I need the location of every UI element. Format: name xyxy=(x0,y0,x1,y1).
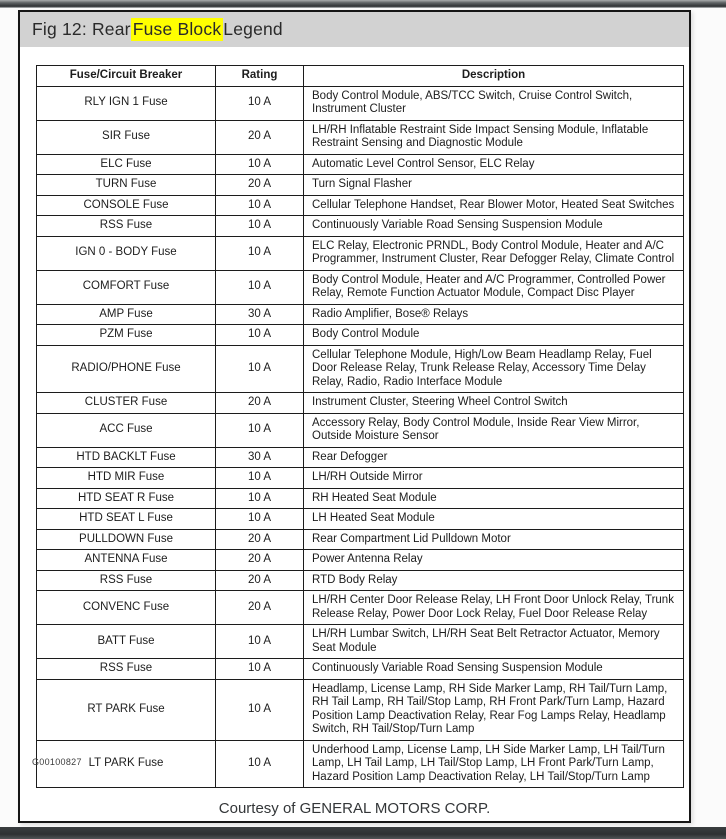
fuse-rating: 10 A xyxy=(216,345,304,393)
fuse-rating: 20 A xyxy=(216,591,304,625)
fuse-name: ANTENNA Fuse xyxy=(37,550,216,571)
fuse-description: Instrument Cluster, Steering Wheel Control Switch xyxy=(304,393,684,414)
table-row xyxy=(37,270,684,304)
fuse-rating: 10 A xyxy=(216,468,304,489)
fuse-name: BATT Fuse xyxy=(37,625,216,659)
fuse-name: RT PARK Fuse xyxy=(37,679,216,740)
fuse-name: PULLDOWN Fuse xyxy=(37,529,216,550)
fuse-table xyxy=(36,65,684,788)
table-row xyxy=(37,175,684,196)
table-row xyxy=(37,236,684,270)
window-top-bar xyxy=(0,0,726,8)
table-row xyxy=(37,529,684,550)
fuse-description: Radio Amplifier, Bose® Relays xyxy=(304,304,684,325)
fuse-description: Accessory Relay, Body Control Module, Inside Rear View Mirror, Outside Moisture Sensor xyxy=(304,413,684,447)
fuse-rating: 10 A xyxy=(216,413,304,447)
table-row xyxy=(37,304,684,325)
fuse-rating: 20 A xyxy=(216,120,304,154)
figure-id: G00100827 xyxy=(32,757,82,767)
table-row xyxy=(37,550,684,571)
table-row xyxy=(37,154,684,175)
col-header-rating: Rating xyxy=(216,66,304,87)
fuse-name: RSS Fuse xyxy=(37,659,216,680)
fuse-name: ELC Fuse xyxy=(37,154,216,175)
fuse-description: RH Heated Seat Module xyxy=(304,488,684,509)
table-row xyxy=(37,86,684,120)
fuse-rating: 10 A xyxy=(216,325,304,346)
table-row xyxy=(37,216,684,237)
fuse-rating: 20 A xyxy=(216,529,304,550)
fuse-name: HTD BACKLT Fuse xyxy=(37,447,216,468)
fuse-name: HTD SEAT R Fuse xyxy=(37,488,216,509)
table-row xyxy=(37,413,684,447)
fuse-rating: 10 A xyxy=(216,154,304,175)
document-page xyxy=(18,10,691,823)
fuse-description: LH/RH Outside Mirror xyxy=(304,468,684,489)
table-header-row xyxy=(37,66,684,87)
fuse-table-container xyxy=(36,65,684,788)
table-row xyxy=(37,591,684,625)
fuse-description: Automatic Level Control Sensor, ELC Relay xyxy=(304,154,684,175)
fuse-rating: 20 A xyxy=(216,570,304,591)
fuse-name: RSS Fuse xyxy=(37,570,216,591)
fuse-name: RLY IGN 1 Fuse xyxy=(37,86,216,120)
table-row xyxy=(37,468,684,489)
table-row xyxy=(37,195,684,216)
fuse-description: Underhood Lamp, License Lamp, LH Side Marker Lamp, LH Tail/Turn Lamp, LH Tail Lamp, LH Tail/Stop Lamp, LH Front Park/Turn Lamp, Hazard Position Lamp Deactivation Relay, LH Tail/Stop/Turn Lamp xyxy=(304,740,684,788)
fuse-rating: 10 A xyxy=(216,216,304,237)
table-row xyxy=(37,345,684,393)
col-header-fuse: Fuse/Circuit Breaker xyxy=(37,66,216,87)
fuse-description: LH Heated Seat Module xyxy=(304,509,684,530)
fuse-name: HTD MIR Fuse xyxy=(37,468,216,489)
fuse-description: Continuously Variable Road Sensing Suspension Module xyxy=(304,216,684,237)
table-row xyxy=(37,509,684,530)
window-bottom-bar xyxy=(0,827,726,839)
table-row xyxy=(37,447,684,468)
fuse-name: CONVENC Fuse xyxy=(37,591,216,625)
table-row xyxy=(37,659,684,680)
fuse-description: Rear Defogger xyxy=(304,447,684,468)
table-row xyxy=(37,393,684,414)
fuse-rating: 10 A xyxy=(216,509,304,530)
fuse-description: Turn Signal Flasher xyxy=(304,175,684,196)
fuse-name: COMFORT Fuse xyxy=(37,270,216,304)
fuse-description: LH/RH Inflatable Restraint Side Impact Sensing Module, Inflatable Restraint Sensing and Diagnostic Module xyxy=(304,120,684,154)
table-row xyxy=(37,740,684,788)
fuse-description: Rear Compartment Lid Pulldown Motor xyxy=(304,529,684,550)
figure-title-prefix: Fig 12: Rear xyxy=(32,19,131,39)
fuse-table-body xyxy=(37,86,684,788)
fuse-name: SIR Fuse xyxy=(37,120,216,154)
fuse-description: RTD Body Relay xyxy=(304,570,684,591)
fuse-rating: 10 A xyxy=(216,270,304,304)
courtesy-line: Courtesy of GENERAL MOTORS CORP. xyxy=(218,800,491,817)
fuse-name: LT PARK Fuse xyxy=(37,740,216,788)
fuse-name: HTD SEAT L Fuse xyxy=(37,509,216,530)
fuse-rating: 10 A xyxy=(216,195,304,216)
fuse-name: CONSOLE Fuse xyxy=(37,195,216,216)
table-row xyxy=(37,679,684,740)
fuse-description: LH/RH Lumbar Switch, LH/RH Seat Belt Retractor Actuator, Memory Seat Module xyxy=(304,625,684,659)
table-row xyxy=(37,570,684,591)
fuse-rating: 10 A xyxy=(216,679,304,740)
fuse-rating: 20 A xyxy=(216,175,304,196)
fuse-name: RADIO/PHONE Fuse xyxy=(37,345,216,393)
fuse-description: LH/RH Center Door Release Relay, LH Front Door Unlock Relay, Trunk Release Relay, Power Door Lock Relay, Fuel Door Release Relay xyxy=(304,591,684,625)
search-highlight: Fuse Block xyxy=(132,19,222,39)
fuse-rating: 10 A xyxy=(216,488,304,509)
fuse-rating: 10 A xyxy=(216,236,304,270)
fuse-description: ELC Relay, Electronic PRNDL, Body Control Module, Heater and A/C Programmer, Instrument Cluster, Rear Defogger Relay, Climate Control xyxy=(304,236,684,270)
fuse-name: CLUSTER Fuse xyxy=(37,393,216,414)
table-row xyxy=(37,120,684,154)
fuse-description: Cellular Telephone Handset, Rear Blower Motor, Heated Seat Switches xyxy=(304,195,684,216)
figure-title-bar xyxy=(20,12,689,47)
table-row xyxy=(37,325,684,346)
fuse-description: Body Control Module, Heater and A/C Programmer, Controlled Power Relay, Remote Function Actuator Module, Compact Disc Player xyxy=(304,270,684,304)
fuse-rating: 10 A xyxy=(216,740,304,788)
fuse-name: RSS Fuse xyxy=(37,216,216,237)
fuse-description: Body Control Module, ABS/TCC Switch, Cruise Control Switch, Instrument Cluster xyxy=(304,86,684,120)
col-header-description: Description xyxy=(304,66,684,87)
fuse-name: ACC Fuse xyxy=(37,413,216,447)
fuse-name: AMP Fuse xyxy=(37,304,216,325)
figure-title-suffix: Legend xyxy=(223,19,283,39)
fuse-description: Headlamp, License Lamp, RH Side Marker Lamp, RH Tail/Turn Lamp, RH Tail Lamp, RH Tail/Stop Lamp, RH Front Park/Turn Lamp, Hazard Position Lamp Deactivation Relay, Rear Fog Lamps Relay, Headlamp Switch, RH Tail/Stop/Turn Lamp xyxy=(304,679,684,740)
fuse-rating: 30 A xyxy=(216,447,304,468)
fuse-name: PZM Fuse xyxy=(37,325,216,346)
fuse-description: Cellular Telephone Module, High/Low Beam Headlamp Relay, Fuel Door Release Relay, Trunk Release Relay, Accessory Time Delay Relay, Radio, Radio Interface Module xyxy=(304,345,684,393)
table-row xyxy=(37,488,684,509)
fuse-rating: 10 A xyxy=(216,86,304,120)
table-row xyxy=(37,625,684,659)
fuse-description: Body Control Module xyxy=(304,325,684,346)
fuse-name: IGN 0 - BODY Fuse xyxy=(37,236,216,270)
fuse-rating: 10 A xyxy=(216,659,304,680)
fuse-rating: 30 A xyxy=(216,304,304,325)
fuse-name: TURN Fuse xyxy=(37,175,216,196)
fuse-rating: 20 A xyxy=(216,550,304,571)
fuse-rating: 20 A xyxy=(216,393,304,414)
fuse-description: Continuously Variable Road Sensing Suspension Module xyxy=(304,659,684,680)
fuse-rating: 10 A xyxy=(216,625,304,659)
fuse-description: Power Antenna Relay xyxy=(304,550,684,571)
